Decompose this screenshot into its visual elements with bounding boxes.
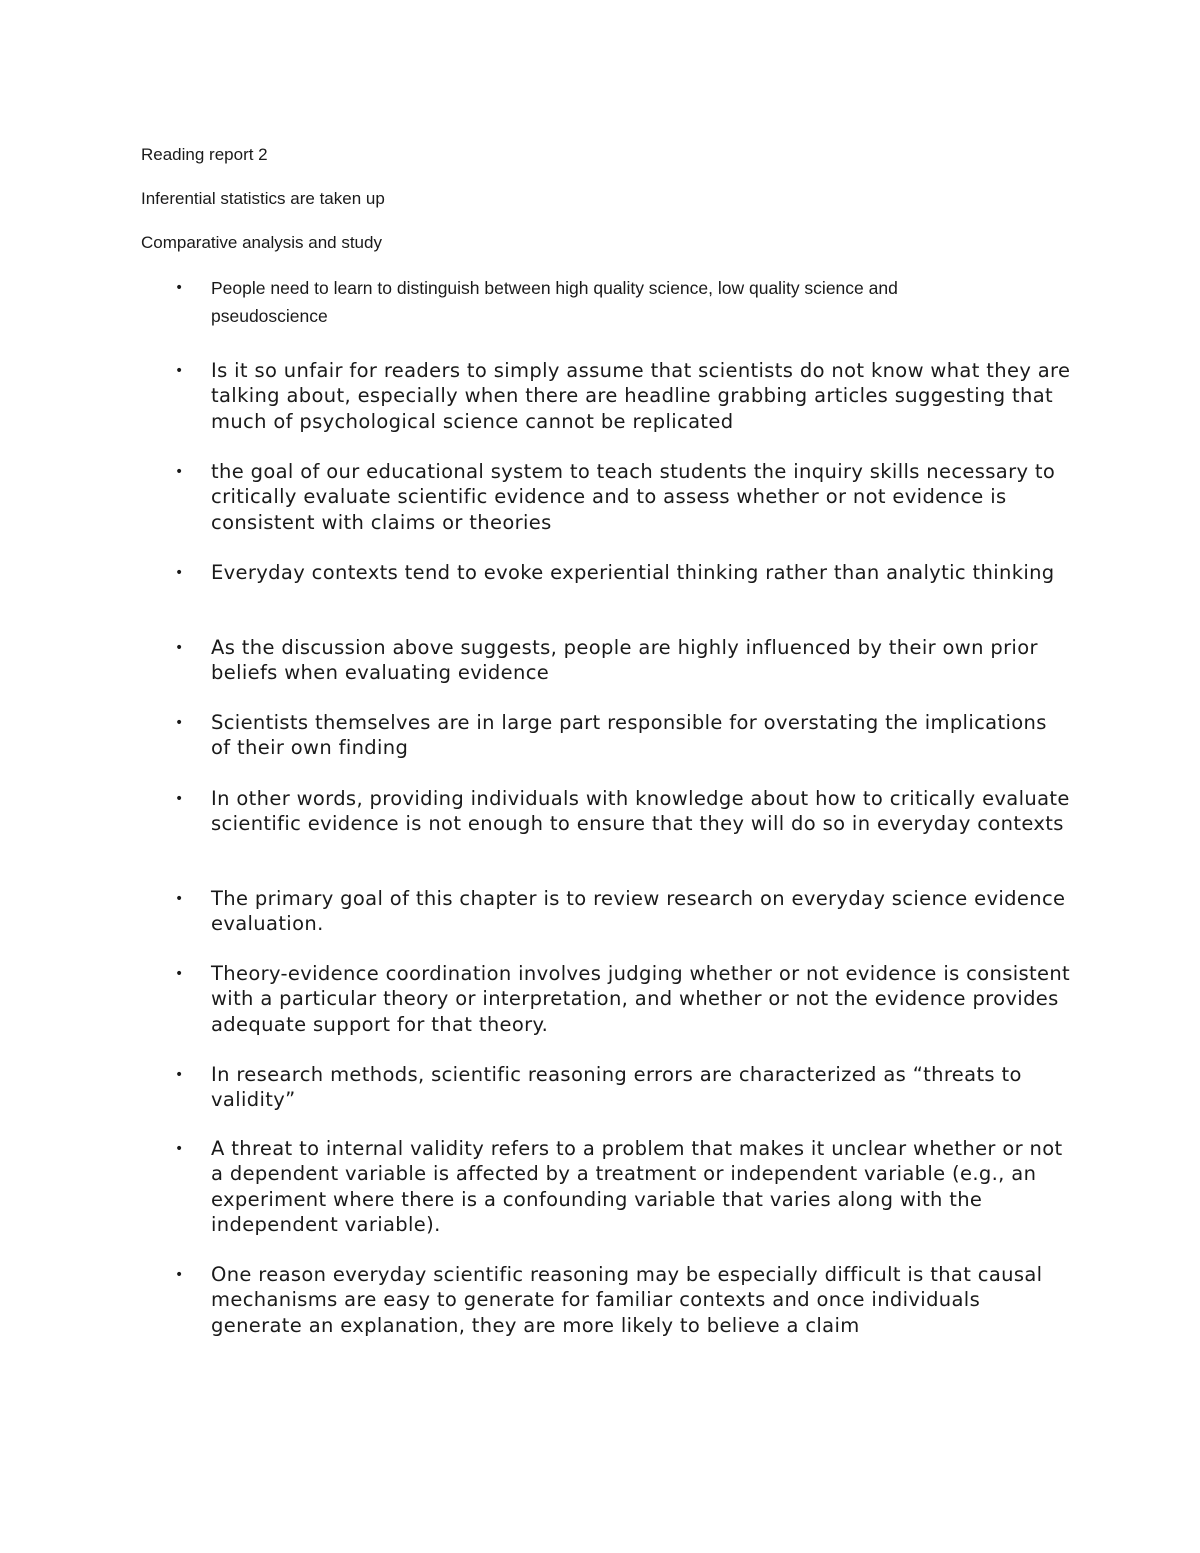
list-item	[175, 459, 1071, 535]
bullet-icon: •	[175, 891, 184, 907]
list-item-text: A threat to internal validity refers to a problem that makes it unclear whether or not a dependent variable is affected by a treatment or independent variable (e.g., an experiment where there is a confounding variable that varies along with the independent variable).	[211, 1137, 1063, 1236]
list-item	[175, 961, 1071, 1037]
bullet-icon: •	[175, 280, 184, 296]
list-item-text: the goal of our educational system to teach students the inquiry skills necessary to critically evaluate scientific evidence and to assess whether or not evidence is consistent with claims or theories	[211, 460, 1056, 534]
bullet-icon: •	[175, 464, 184, 480]
list-item	[175, 635, 1071, 686]
bullet-icon: •	[175, 791, 184, 807]
bullet-icon: •	[175, 1141, 184, 1157]
list-item-text: One reason everyday scientific reasoning may be especially difficult is that causal mechanisms are easy to generate for familiar contexts and once individuals generate an explanation, they are more likely to believe a claim	[211, 1263, 1043, 1337]
bullet-icon: •	[175, 1067, 184, 1083]
bullet-icon: •	[175, 1267, 184, 1283]
list-item-text: Everyday contexts tend to evoke experiential thinking rather than analytic thinking	[211, 561, 1055, 584]
list-item	[175, 886, 1071, 937]
bullet-icon: •	[175, 363, 184, 379]
list-item	[175, 560, 1071, 585]
list-item	[175, 358, 1071, 434]
document-title: Reading report 2	[141, 145, 268, 164]
list-item-text: As the discussion above suggests, people are highly influenced by their own prior beliefs when evaluating evidence	[211, 636, 1038, 685]
bullet-icon: •	[175, 565, 184, 581]
list-item-text: Theory-evidence coordination involves judging whether or not evidence is consistent with a particular theory or interpretation, and whether or not the evidence provides adequate support for that theory.	[211, 962, 1071, 1036]
list-item	[175, 786, 1071, 837]
bullet-icon: •	[175, 715, 184, 731]
list-item	[175, 1062, 1071, 1113]
list-item	[175, 710, 1071, 761]
list-item-text: In other words, providing individuals with knowledge about how to critically evaluate scientific evidence is not enough to ensure that they will do so in everyday contexts	[211, 787, 1070, 836]
list-item-text: Is it so unfair for readers to simply assume that scientists do not know what they are talking about, especially when there are headline grabbing articles suggesting that much of psychological science cannot be replicated	[211, 359, 1071, 433]
list-item-text: The primary goal of this chapter is to review research on everyday science evidence evaluation.	[211, 887, 1066, 936]
bullet-icon: •	[175, 966, 184, 982]
list-item	[175, 1262, 1071, 1338]
subheading-comparative-analysis: Comparative analysis and study	[141, 233, 382, 252]
list-item-text: Scientists themselves are in large part responsible for overstating the implications of their own finding	[211, 711, 1047, 760]
list-item	[175, 1136, 1071, 1237]
list-item	[175, 274, 1071, 330]
subheading-inferential-statistics: Inferential statistics are taken up	[141, 189, 385, 208]
list-item-text: People need to learn to distinguish between high quality science, low quality science and pseudoscience	[211, 278, 898, 326]
list-item-text: In research methods, scientific reasoning errors are characterized as “threats to validity”	[211, 1063, 1022, 1112]
bullet-icon: •	[175, 640, 184, 656]
